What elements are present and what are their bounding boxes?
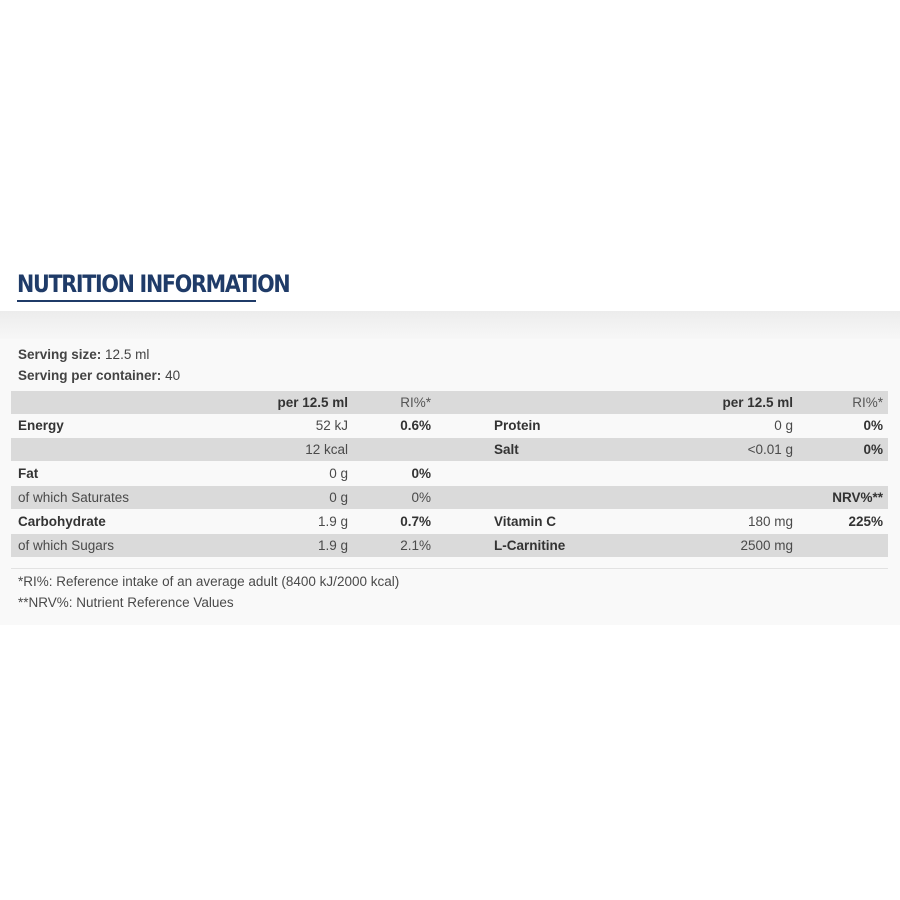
serving-per-container-value: 40 <box>165 368 181 383</box>
nutrient-nrv-right <box>801 534 883 557</box>
table-row <box>11 486 888 509</box>
nutrient-name: Fat <box>18 466 39 481</box>
column-header-per: per 12.5 ml <box>277 395 348 410</box>
nutrient-name: of which Saturates <box>18 490 130 505</box>
nutrient-ri: 0% <box>411 466 431 481</box>
serving-size <box>18 346 149 364</box>
column-header-ri: RI%* <box>400 395 431 410</box>
nutrient-amount: 0 g <box>329 490 348 505</box>
column-header-nrv: NRV%** <box>832 490 883 505</box>
nutrient-amount: 12 kcal <box>305 442 348 457</box>
serving-per-container <box>18 367 180 385</box>
nutrient-name-right: Protein <box>494 418 541 433</box>
nutrient-amount: 0 g <box>329 466 348 481</box>
title-underline <box>17 300 256 302</box>
nutrient-name-right: Salt <box>494 442 519 457</box>
column-header-ri-right: RI%* <box>852 395 883 410</box>
table-row <box>11 462 888 485</box>
nutrient-ri-right <box>801 462 883 485</box>
page-title: NUTRITION INFORMATION <box>17 270 290 298</box>
table-row <box>11 414 888 437</box>
table-row <box>11 510 888 533</box>
table-row <box>11 534 888 557</box>
nutrient-ri: 0.6% <box>400 418 431 433</box>
serving-size-value: 12.5 ml <box>105 347 150 362</box>
table-row <box>11 438 888 461</box>
footnote-divider <box>11 568 888 569</box>
nutrient-amount-right: <0.01 g <box>747 442 793 457</box>
nutrient-name: Energy <box>18 418 64 433</box>
nutrient-amount-right: 0 g <box>774 418 793 433</box>
nutrient-amount: 1.9 g <box>317 514 348 529</box>
nutrient-amount-right: 180 mg <box>747 514 793 529</box>
nutrient-nrv-right: 225% <box>848 514 883 529</box>
serving-size-label: Serving size: <box>18 347 102 362</box>
nutrient-amount-right <box>641 462 793 485</box>
nutrient-ri <box>351 438 431 461</box>
nutrient-name: of which Sugars <box>18 538 115 553</box>
nutrient-ri: 2.1% <box>400 538 431 553</box>
nutrient-amount-right <box>641 486 793 509</box>
nutrient-name-right: L-Carnitine <box>494 538 566 553</box>
column-header-per-right: per 12.5 ml <box>722 395 793 410</box>
nutrient-ri-right: 0% <box>863 418 883 433</box>
serving-per-container-label: Serving per container: <box>18 368 162 383</box>
table-header-row <box>11 391 888 414</box>
nutrient-ri: 0% <box>411 490 431 505</box>
nutrient-amount-right: 2500 mg <box>740 538 793 553</box>
nutrient-amount: 52 kJ <box>315 418 348 433</box>
footnote-nrv: **NRV%: Nutrient Reference Values <box>18 595 234 610</box>
nutrient-ri: 0.7% <box>400 514 431 529</box>
nutrient-amount: 1.9 g <box>317 538 348 553</box>
nutrient-name: Carbohydrate <box>18 514 106 529</box>
nutrient-name-right: Vitamin C <box>494 514 557 529</box>
footnote-ri: *RI%: Reference intake of an average adult (8400 kJ/2000 kcal) <box>18 574 400 589</box>
panel-header-band <box>0 311 900 339</box>
nutrient-ri-right: 0% <box>863 442 883 457</box>
